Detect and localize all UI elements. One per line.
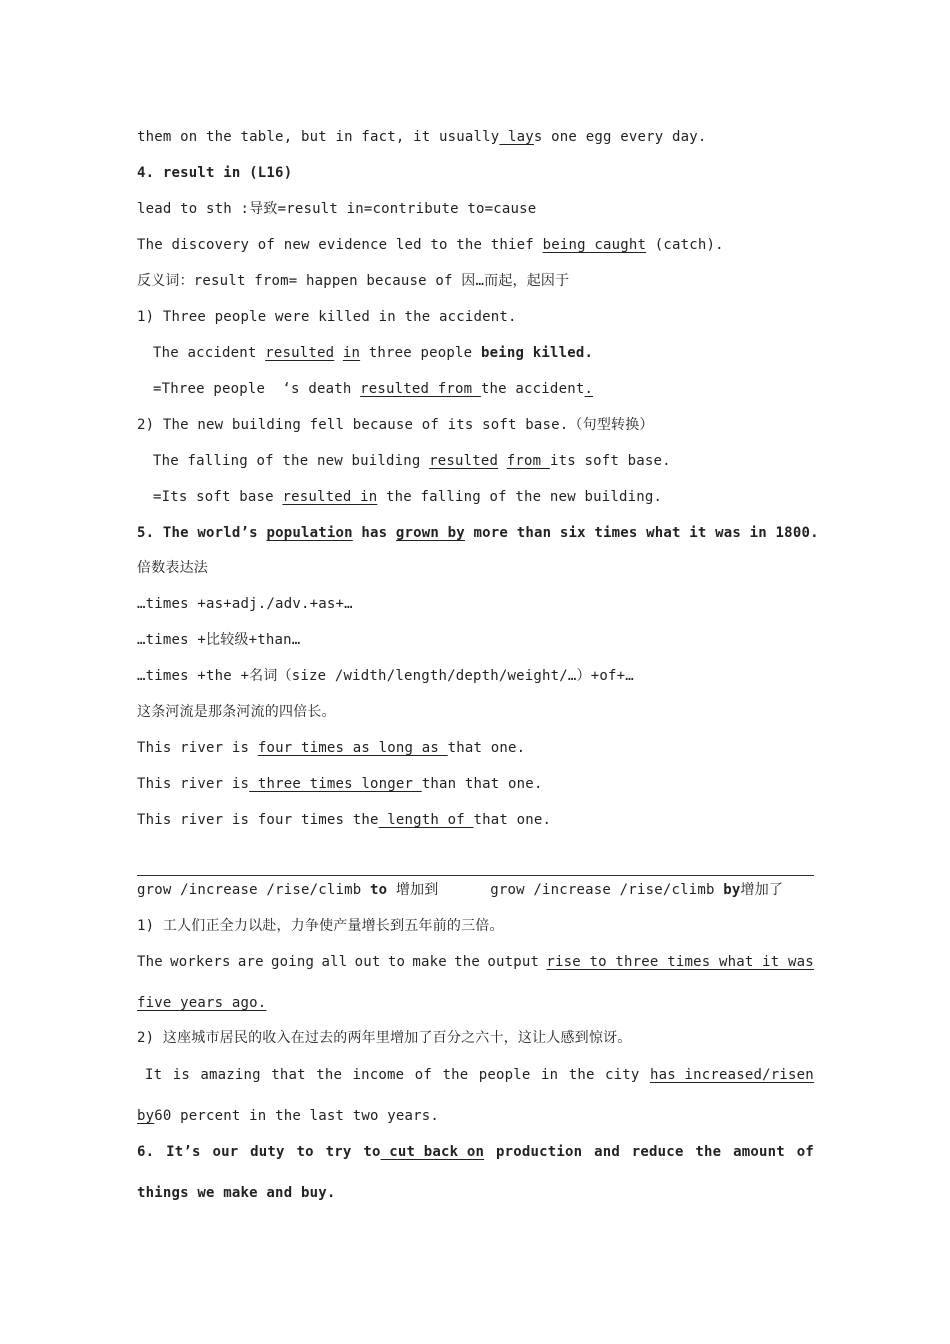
text-line: 1) Three people were killed in the accident. bbox=[137, 309, 517, 325]
section-heading: 4. result in (L16) bbox=[137, 165, 293, 181]
answer-blank: rise to three times what it was bbox=[546, 954, 814, 970]
horizontal-divider bbox=[137, 875, 814, 876]
answer-blank: from bbox=[506, 453, 550, 469]
text-line: 1) 工人们正全力以赴，力争使产量增长到五年前的三倍。 bbox=[137, 918, 504, 934]
text-line bbox=[137, 993, 814, 1013]
text-line: The falling of the new building resulted from its soft base. bbox=[153, 453, 671, 469]
answer-blank: length of bbox=[378, 812, 474, 828]
text-line: =Its soft base resulted in the falling of the new building. bbox=[153, 489, 663, 505]
text-line: The accident resulted in three people being killed. bbox=[153, 345, 594, 361]
text-line: …times +the +名词（size /width/length/depth/weight/…）+of+… bbox=[137, 668, 634, 684]
text-line: 2) 这座城市居民的收入在过去的两年里增加了百分之六十，这让人感到惊讶。 bbox=[137, 1030, 632, 1046]
text-line: grow /increase /rise/climb to 增加到 grow /increase /rise/climb by增加了 bbox=[137, 882, 784, 898]
answer-blank: resulted from bbox=[360, 381, 481, 397]
text-line: lead to sth :导致=result in=contribute to=cause bbox=[137, 201, 537, 217]
section-heading: 6. It’s our duty to try to cut back on production and reduce the amount of bbox=[137, 1144, 814, 1160]
text-line: =Three people ‘s death resulted from the accident. bbox=[153, 381, 594, 397]
text-line: 反义词：result from= happen because of 因…而起，起因于 bbox=[137, 273, 570, 289]
answer-blank: five years ago. bbox=[137, 995, 267, 1011]
answer-blank: four times as long as bbox=[257, 740, 448, 756]
justified-line: The workers are going all out to make the output rise to three times what it was bbox=[137, 954, 814, 970]
section-heading: 5. The world’s population has grown by more than six times what it was in 1800. bbox=[137, 525, 819, 541]
section-heading: things we make and buy. bbox=[137, 1185, 336, 1201]
text-line: The discovery of new evidence led to the thief being caught (catch). bbox=[137, 237, 724, 253]
answer-blank: resulted in bbox=[282, 489, 378, 505]
answer-blank: lay bbox=[499, 129, 534, 145]
text-line: 这条河流是那条河流的四倍长。 bbox=[137, 704, 336, 720]
answer-blank: cut back on bbox=[380, 1144, 485, 1160]
text-line: 倍数表达法 bbox=[137, 560, 208, 576]
text-line: 2) The new building fell because of its soft base.（句型转换） bbox=[137, 417, 654, 433]
justified-line: It is amazing that the income of the people in the city has increased/risen bbox=[145, 1067, 814, 1083]
answer-blank: by bbox=[137, 1108, 155, 1124]
text-line: …times +比较级+than… bbox=[137, 632, 301, 648]
text-line: by60 percent in the last two years. bbox=[137, 1108, 440, 1124]
answer-blank: resulted bbox=[429, 453, 499, 469]
answer-blank: being caught bbox=[542, 237, 647, 253]
text-line: …times +as+adj./adv.+as+… bbox=[137, 596, 353, 612]
answer-blank: in bbox=[342, 345, 361, 361]
text-line: This river is four times as long as that one. bbox=[137, 740, 526, 756]
answer-blank: resulted bbox=[265, 345, 335, 361]
text-line: them on the table, but in fact, it usually lays one egg every day. bbox=[137, 129, 707, 145]
text-line: This river is four times the length of that one. bbox=[137, 812, 552, 828]
text-line: This river is three times longer than that one. bbox=[137, 776, 543, 792]
answer-blank: three times longer bbox=[249, 776, 422, 792]
answer-blank: has increased/risen bbox=[649, 1067, 814, 1083]
